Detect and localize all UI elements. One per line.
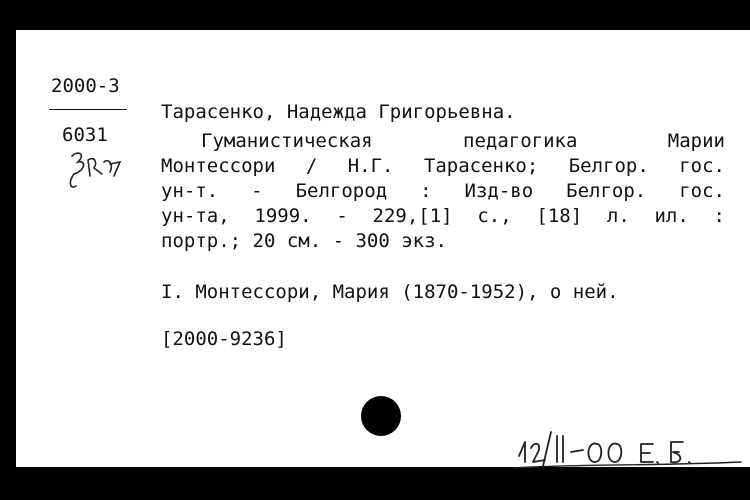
- title-line-3: ун-т. - Белгород : Изд-во Белгор. гос.: [161, 180, 725, 202]
- title-line-1: Гуманистическая педагогика Марии: [201, 130, 725, 152]
- handwritten-date-stamp: [513, 422, 743, 472]
- subject-entry: I. Монтессори, Мария (1870-1952), о ней.: [161, 281, 619, 303]
- title-line-4: ун-та, 1999. - 229,[1] с., [18] л. ил. :: [161, 205, 725, 227]
- call-number-bottom: 6031: [62, 124, 108, 146]
- scan-edge-mark: [0, 122, 3, 123]
- punch-hole-mark: [361, 396, 401, 436]
- title-line-5: портр.; 20 см. - 300 экз.: [161, 230, 447, 252]
- record-number: [2000-9236]: [161, 328, 287, 350]
- call-number-top: 2000-3: [51, 75, 120, 97]
- catalog-card: [16, 30, 750, 467]
- scan-edge-mark: [0, 77, 3, 78]
- title-line-2: Монтессори / Н.Г. Тарасенко; Белгор. гос.: [161, 155, 725, 177]
- scan-edge-mark: [0, 418, 3, 419]
- author-heading: Тарасенко, Надежда Григорьевна.: [161, 101, 516, 123]
- handwritten-initials: [64, 148, 126, 194]
- call-number-divider: [49, 109, 127, 110]
